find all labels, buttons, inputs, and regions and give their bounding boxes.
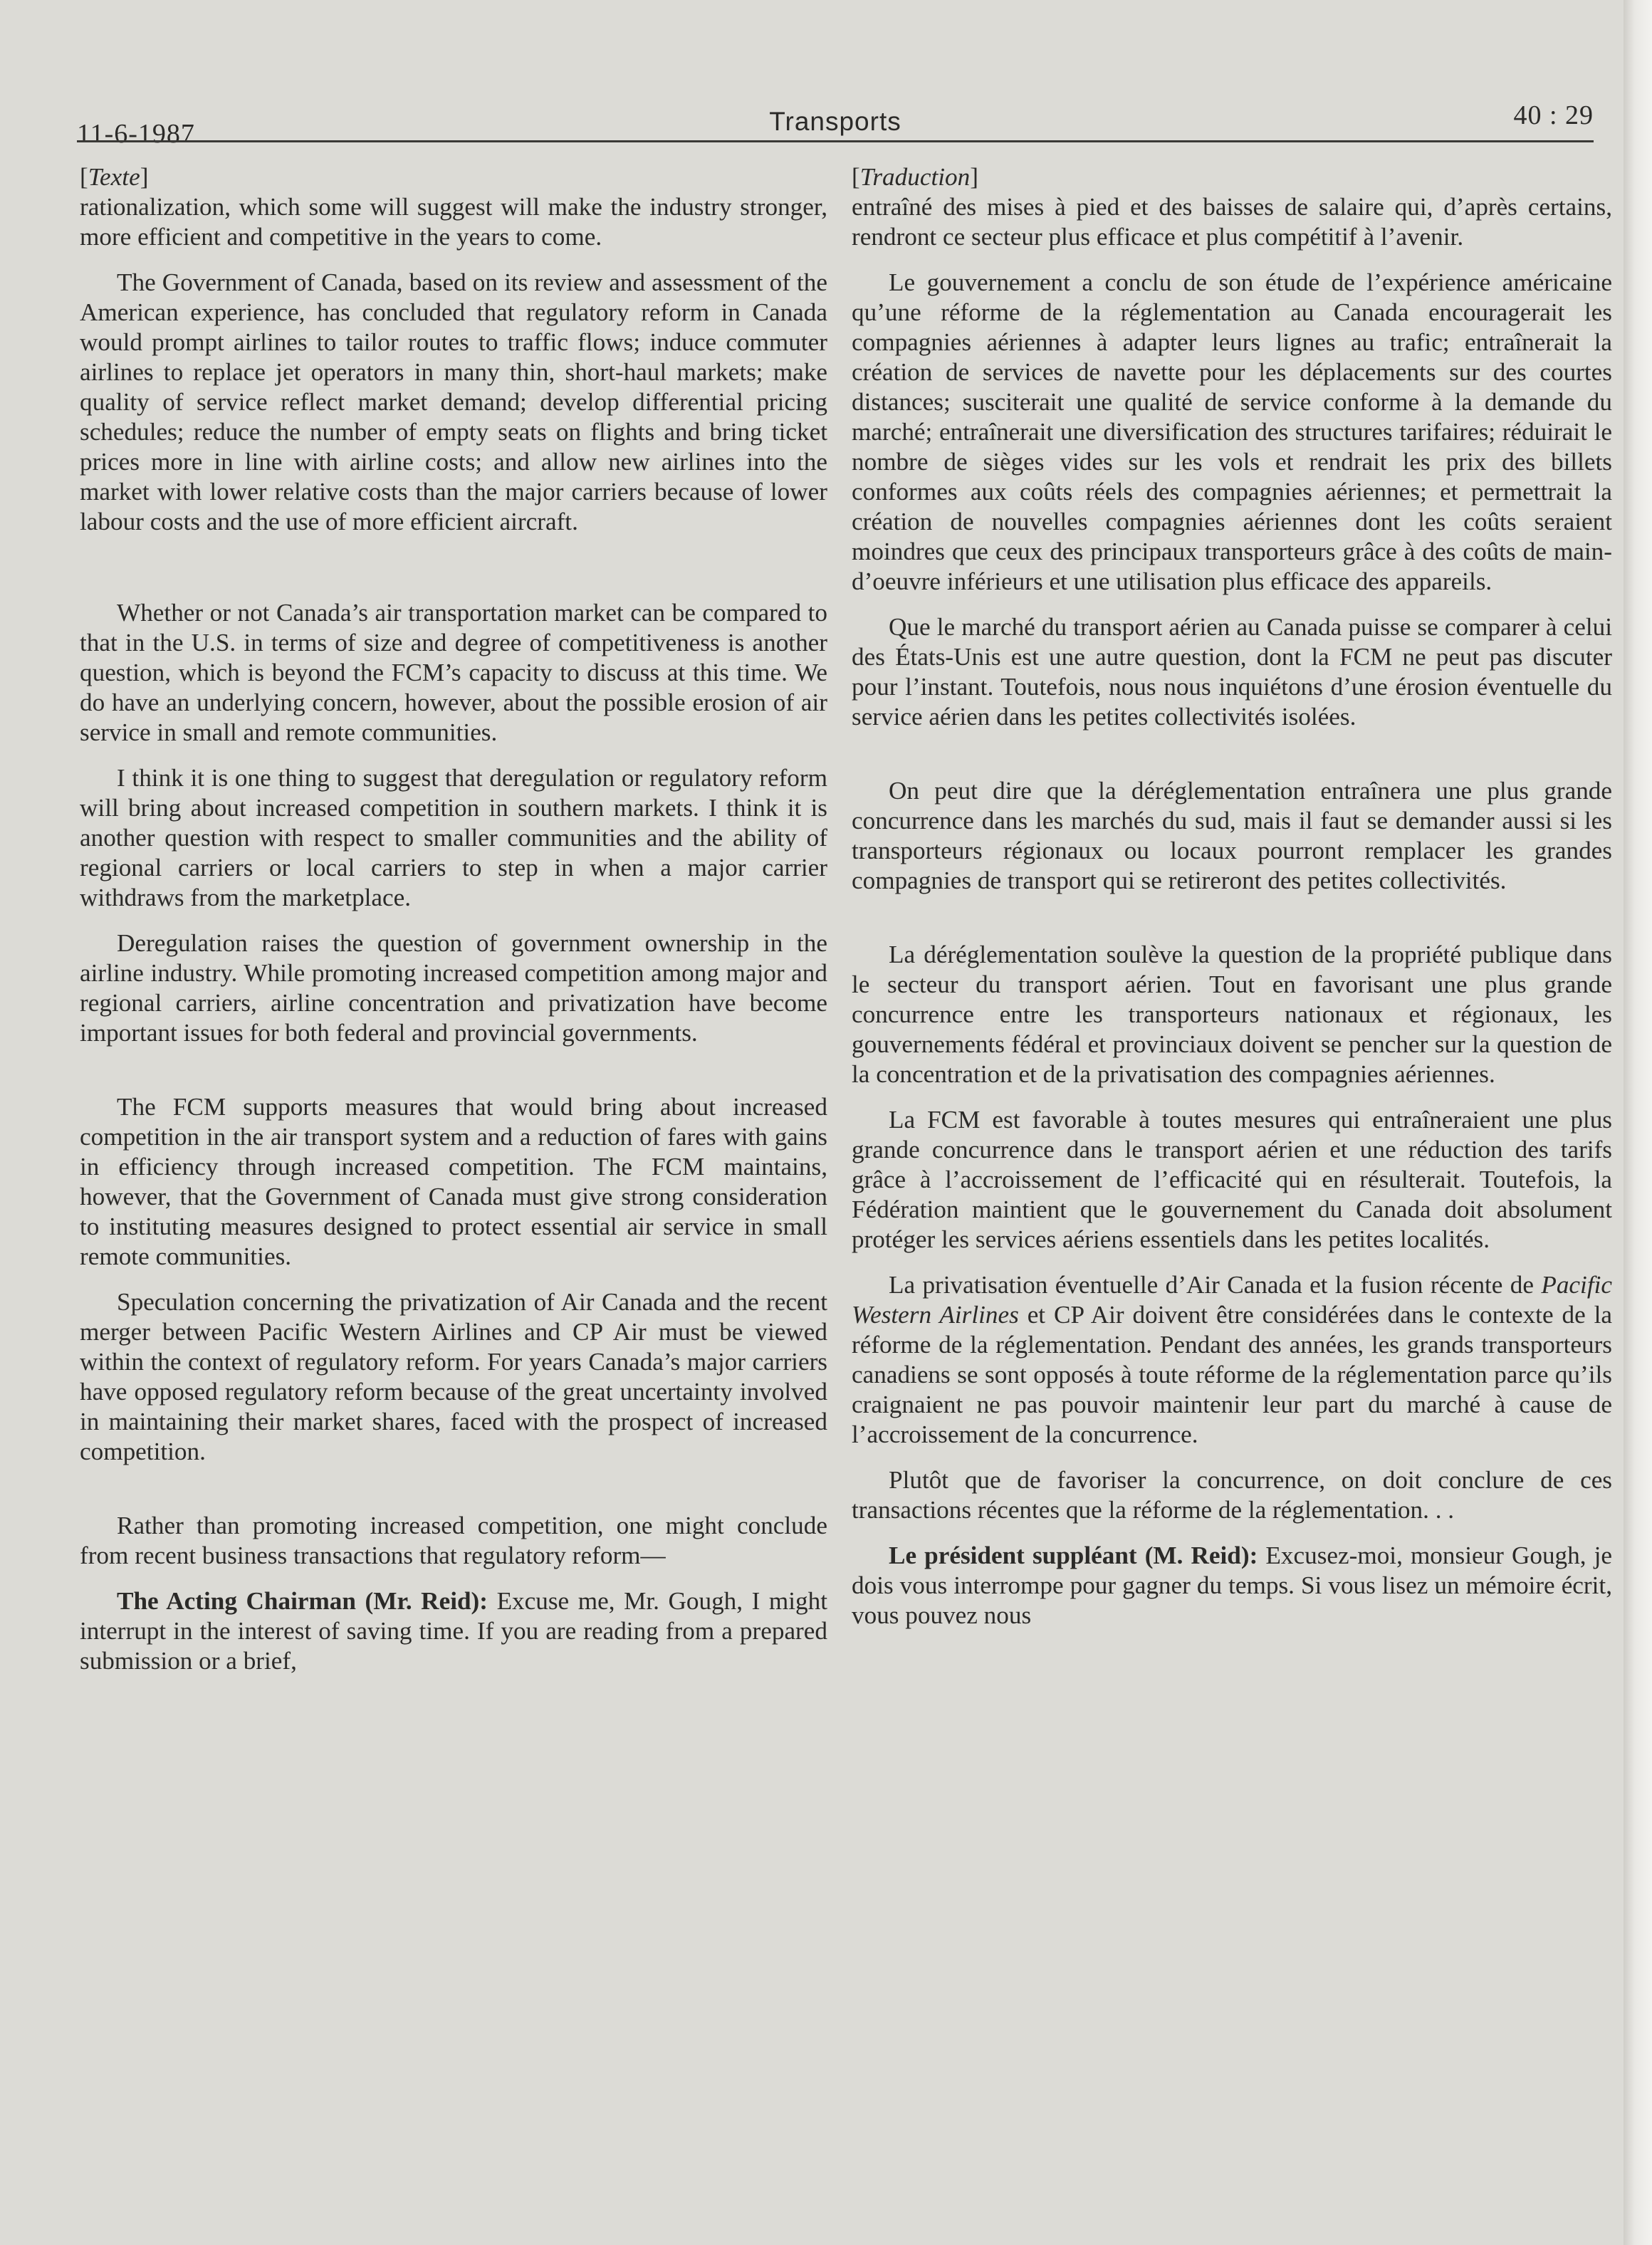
column-label-text: Traduction bbox=[859, 163, 971, 191]
speaker-text: Excuse me, Mr. Gough, I might interrupt in the interest of saving time. If you are reading from a prepared submission or a brief, bbox=[80, 1587, 828, 1675]
speaker-name: Le président suppléant (M. Reid): bbox=[889, 1542, 1258, 1569]
speaker-text: Excusez-moi, monsieur Gough, je dois vous interrompe pour gagner du temps. Si vous lisez un mémoire écrit, vous pouvez nous bbox=[852, 1542, 1613, 1629]
page-edge bbox=[1624, 0, 1652, 2245]
french-column bbox=[852, 162, 1612, 1631]
english-column bbox=[80, 162, 827, 1676]
paragraph: The FCM supports measures that would bring about increased competition in the air transport system and a reduction of fares with gains in efficiency through increased competition. The FCM maintains, however, that the Government of Canada must give strong consideration to instituting measures designed to protect essential air service in small remote communities. bbox=[80, 1093, 827, 1270]
paragraph: La déréglementation soulève la question de la propriété publique dans le secteur du transport aérien. Tout en favorisant une plus grande concurrence entre les transporteurs nationaux et régionaux, les gouvernements fédéral et provinciaux doivent se pencher sur la question de la concentration et de la privatisation des compagnies aériennes. bbox=[852, 941, 1612, 1088]
paragraph: rationalization, which some will suggest will make the industry stronger, more efficient and competitive in the years to come. bbox=[80, 193, 827, 251]
column-label: [Texte] bbox=[80, 163, 149, 191]
paragraph-text: et CP Air doivent être considérées dans le contexte de la réforme de la réglementation. Pendant des années, les grands transporteurs canadiens se sont opposés à toute réforme de la réglementation parce qu’ils craignaient ne pas pouvoir maintenir leur part du marché à cause de l’accroissement de la concurrence. bbox=[852, 1301, 1613, 1448]
paragraph: Speculation concerning the privatization of Air Canada and the recent merger between Pacific Western Airlines and CP Air must be viewed within the context of regulatory reform. For years Canada’s major carriers have opposed regulatory reform because of the great uncertainty involved in maintaining their market shares, faced with the prospect of increased competition. bbox=[80, 1288, 827, 1465]
speaker-name: The Acting Chairman (Mr. Reid): bbox=[117, 1587, 488, 1615]
airline-name: Pacific Western Airlines bbox=[852, 1271, 1612, 1329]
paragraph: Plutôt que de favoriser la concurrence, on doit conclure de ces transactions récentes que la réforme de la réglementation. . . bbox=[852, 1466, 1612, 1524]
column-label: [Traduction] bbox=[852, 163, 978, 191]
speaker-paragraph bbox=[852, 1541, 1612, 1631]
paragraph bbox=[852, 1270, 1612, 1450]
header-rule bbox=[77, 140, 1594, 142]
paragraph: Deregulation raises the question of government ownership in the airline industry. While promoting increased competition among major and regional carriers, airline concentration and privatization have become important issues for both federal and provincial governments. bbox=[80, 929, 827, 1047]
paragraph: I think it is one thing to suggest that deregulation or regulatory reform will bring about increased competition in southern markets. I think it is another question with respect to smaller communities and the ability of regional carriers or local carriers to step in when a major carrier withdraws from the marketplace. bbox=[80, 764, 827, 911]
header-page-number: 40 : 29 bbox=[1513, 100, 1594, 130]
running-header bbox=[77, 100, 1594, 149]
paragraph-text: La privatisation éventuelle d’Air Canada et la fusion récente de bbox=[889, 1271, 1542, 1299]
paragraph: Que le marché du transport aérien au Canada puisse se comparer à celui des États-Unis est une autre question, dont la FCM ne peut pas discuter pour l’instant. Toutefois, nous nous inquiétons d’une érosion éventuelle du service aérien dans les petites collectivités isolées. bbox=[852, 613, 1612, 731]
column-label-text: Texte bbox=[88, 163, 140, 191]
paragraph: La FCM est favorable à toutes mesures qui entraîneraient une plus grande concurrence dans le transport aérien et une réduction des tarifs grâce à l’accroissement de l’efficacité qui en résulterait. Toutefois, la Fédération maintient que le gouvernement du Canada doit absolument protéger les services aériens essentiels dans les petites localités. bbox=[852, 1106, 1612, 1253]
paragraph: Rather than promoting increased competition, one might conclude from recent business transactions that regulatory reform— bbox=[80, 1512, 827, 1569]
paragraph: On peut dire que la déréglementation entraînera une plus grande concurrence dans les marchés du sud, mais il faut se demander aussi si les transporteurs régionaux ou locaux pourront remplacer les grandes compagnies de transport qui se retireront des petites collectivités. bbox=[852, 777, 1612, 894]
paragraph: Le gouvernement a conclu de son étude de l’expérience américaine qu’une réforme de la réglementation au Canada encouragerait les compagnies aériennes à adapter leurs lignes au trafic; entraînerait la création de services de navette pour les déplacements sur des courtes distances; susciterait une qualité de service conforme à la demande du marché; entraînerait une diversification des structures tarifaires; réduirait le nombre de sièges vides sur les vols et rendrait les prix des billets conformes aux coûts réels des compagnies aériennes; et permettrait la création de nouvelles compagnies aériennes dont les coûts seraient moindres que ceux des principaux transporteurs grâce à des coûts de main-d’oeuvre inférieurs et une utilisation plus efficace des appareils. bbox=[852, 268, 1612, 595]
paragraph: Whether or not Canada’s air transportation market can be compared to that in the U.S. in terms of size and degree of competitiveness is another question, which is beyond the FCM’s capacity to discuss at this time. We do have an underlying concern, however, about the possible erosion of air service in small and remote communities. bbox=[80, 599, 827, 746]
speaker-paragraph bbox=[80, 1586, 827, 1676]
paragraph: entraîné des mises à pied et des baisses de salaire qui, d’après certains, rendront ce secteur plus efficace et plus compétitif à l’avenir. bbox=[852, 193, 1612, 251]
header-title: Transports bbox=[769, 107, 901, 136]
header-date: 11-6-1987 bbox=[77, 119, 195, 149]
paragraph: The Government of Canada, based on its review and assessment of the American experience, has concluded that regulatory reform in Canada would prompt airlines to tailor routes to traffic flows; induce commuter airlines to replace jet operators in many thin, short-haul markets; make quality of service reflect market demand; develop differential pricing schedules; reduce the number of empty seats on flights and bring ticket prices more in line with airline costs; and allow new airlines into the market with lower relative costs than the major carriers because of lower labour costs and the use of more efficient aircraft. bbox=[80, 268, 827, 535]
